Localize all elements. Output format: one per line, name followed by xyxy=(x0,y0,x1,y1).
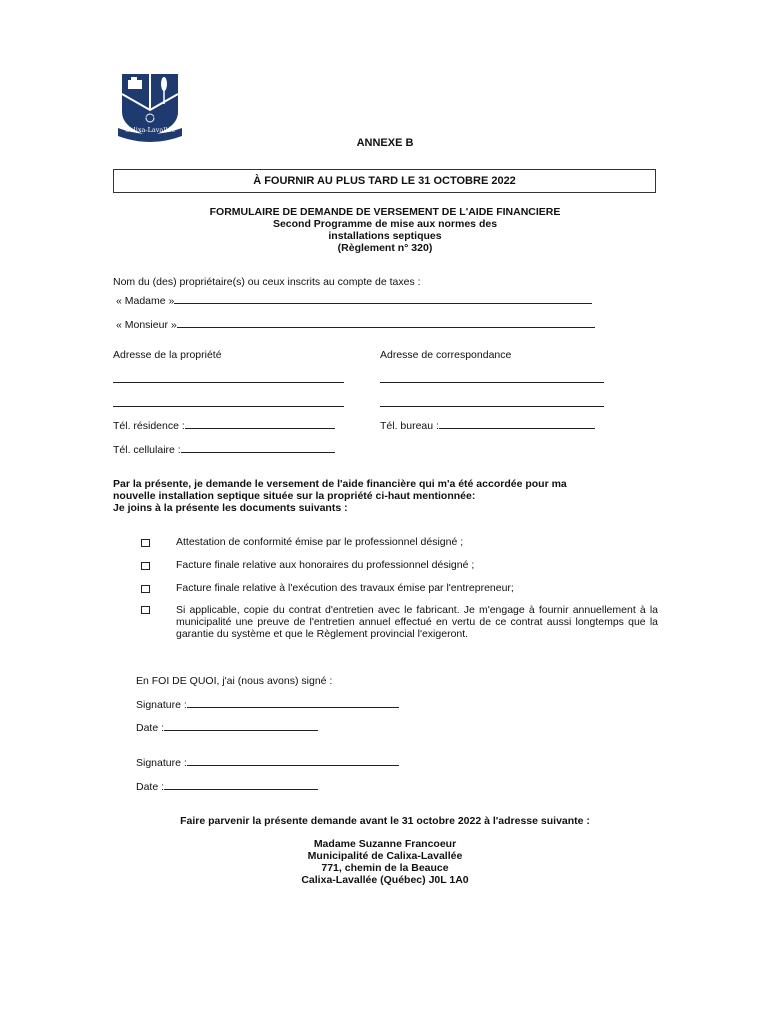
mailing-address-field-2[interactable] xyxy=(380,397,604,407)
recipient-city: Calixa-Lavallée (Québec) J0L 1A0 xyxy=(301,874,469,886)
document-checkbox-4[interactable] xyxy=(141,606,150,614)
cell-phone-field[interactable] xyxy=(181,443,335,453)
signature-row-2 xyxy=(136,756,399,769)
mailing-address-label: Adresse de correspondance xyxy=(380,349,512,361)
document-item-1: Attestation de conformité émise par le professionnel désigné ; xyxy=(176,536,464,548)
signature-field-2[interactable] xyxy=(187,756,399,766)
intro-line-1: Par la présente, je demande le versement de l'aide financière qui m'a été accordée pour ma xyxy=(113,478,567,490)
office-phone-field[interactable] xyxy=(439,419,595,429)
deadline-box xyxy=(113,169,656,193)
municipality-logo xyxy=(112,70,188,146)
residence-phone-field[interactable] xyxy=(185,419,335,429)
annex-title: ANNEXE B xyxy=(356,137,414,149)
monsieur-row xyxy=(116,318,595,331)
request-intro xyxy=(113,478,673,514)
madame-label: « Madame » xyxy=(116,295,175,307)
residence-phone-row xyxy=(113,419,335,432)
logo-banner-text: Calixa-Lavallée xyxy=(124,126,176,134)
form-title-line-2: Second Programme de mise aux normes des xyxy=(272,218,498,230)
date-label-1: Date : xyxy=(136,722,165,734)
monsieur-field[interactable] xyxy=(177,318,595,328)
recipient-org: Municipalité de Calixa-Lavallée xyxy=(307,850,463,862)
madame-field[interactable] xyxy=(174,294,592,304)
signature-row-1 xyxy=(136,698,399,711)
owners-label: Nom du (des) propriétaire(s) ou ceux inscrits au compte de taxes : xyxy=(113,276,421,288)
document-checkbox-2[interactable] xyxy=(141,562,150,570)
date-row-2 xyxy=(136,780,318,793)
recipient-street: 771, chemin de la Beauce xyxy=(321,862,449,874)
residence-phone-label: Tél. résidence : xyxy=(113,420,185,432)
signature-label-2: Signature : xyxy=(136,757,187,769)
document-item-4: Si applicable, copie du contrat d'entretien avec le fabricant. Je m'engage à fournir annuellement à la municipalité une preuve de l'entretien annuel effectué en vertu de ce contrat aussi longtemps que la garantie du système et que le Règlement provincial l'exigeront. xyxy=(176,604,658,640)
deadline-text: À FOURNIR AU PLUS TARD LE 31 OCTOBRE 2022 xyxy=(253,175,516,187)
intro-line-3: Je joins à la présente les documents suivants : xyxy=(113,502,348,514)
document-item-2: Facture finale relative aux honoraires du professionnel désigné ; xyxy=(176,559,475,571)
cell-phone-row xyxy=(113,443,335,456)
document-item-3: Facture finale relative à l'exécution des travaux émise par l'entrepreneur; xyxy=(176,582,514,594)
property-address-label: Adresse de la propriété xyxy=(113,349,222,361)
foi-text: En FOI DE QUOI, j'ai (nous avons) signé : xyxy=(136,675,333,687)
send-note: Faire parvenir la présente demande avant le 31 octobre 2022 à l'adresse suivante : xyxy=(180,815,590,827)
recipient-address xyxy=(0,838,770,886)
date-row-1 xyxy=(136,721,318,734)
form-title-line-1: FORMULAIRE DE DEMANDE DE VERSEMENT DE L'AIDE FINANCIERE xyxy=(209,206,561,218)
date-label-2: Date : xyxy=(136,781,165,793)
form-title xyxy=(0,206,770,254)
property-address-field-2[interactable] xyxy=(113,397,344,407)
mailing-address-field-1[interactable] xyxy=(380,373,604,383)
document-checkbox-3[interactable] xyxy=(141,585,150,593)
coat-of-arms-icon xyxy=(112,70,188,146)
form-title-line-4: (Règlement n° 320) xyxy=(337,242,433,254)
logo-ribbon-text: L'avenir xyxy=(141,114,159,119)
property-address-field-1[interactable] xyxy=(113,373,344,383)
madame-row xyxy=(116,294,592,307)
cell-phone-label: Tél. cellulaire : xyxy=(113,444,181,456)
signature-field-1[interactable] xyxy=(187,698,399,708)
intro-line-2: nouvelle installation septique située sur la propriété ci-haut mentionnée: xyxy=(113,490,476,502)
office-phone-label: Tél. bureau : xyxy=(380,420,439,432)
monsieur-label: « Monsieur » xyxy=(116,319,177,331)
signature-label-1: Signature : xyxy=(136,699,187,711)
office-phone-row xyxy=(380,419,595,432)
form-title-line-3: installations septiques xyxy=(328,230,442,242)
document-checkbox-1[interactable] xyxy=(141,539,150,547)
date-field-2[interactable] xyxy=(164,780,318,790)
recipient-name: Madame Suzanne Francoeur xyxy=(313,838,457,850)
date-field-1[interactable] xyxy=(164,721,318,731)
